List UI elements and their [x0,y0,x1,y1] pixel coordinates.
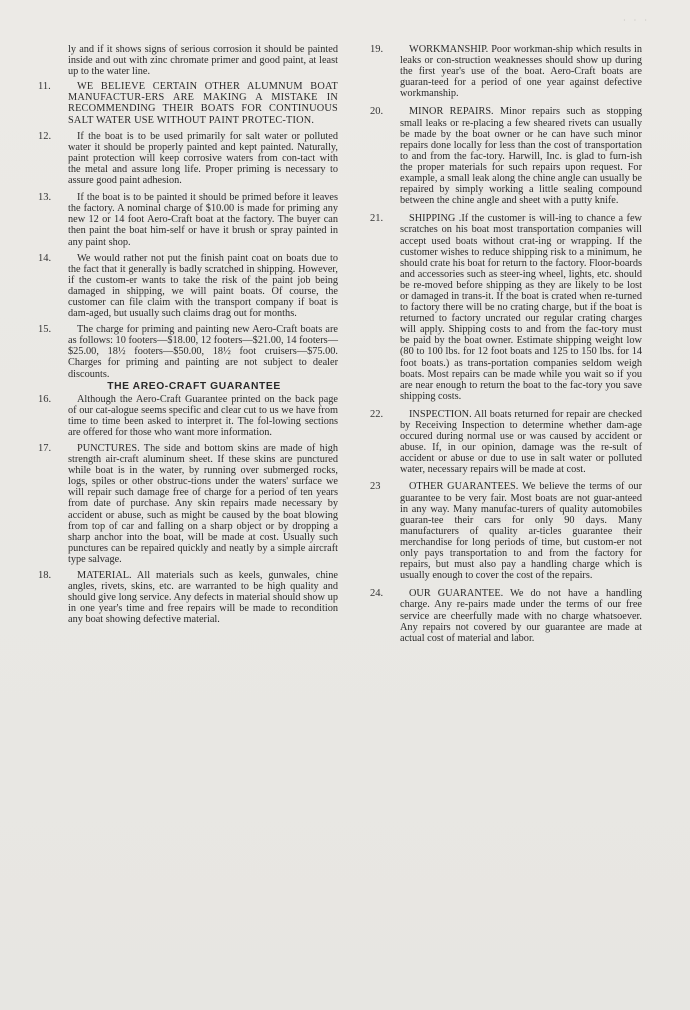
section-text: If the boat is to be used primarily for salt water or polluted water it should be properly painted and kept painted. Naturally, paint protection will keep corrosive waters from con-tact with the metal and assure long life. Proper priming is necessary to assure good paint adhesion. [68,130,338,187]
section-21 [370,213,642,402]
section-12 [38,131,338,186]
left-column [38,44,338,626]
section-23 [370,481,642,581]
section-number: 12. [38,130,52,142]
section-number: 14. [38,252,52,264]
section-20 [370,106,642,206]
section-text: OTHER GUARANTEES. We believe the terms of our guarantee to be very fair. Most boats are not guar-anteed in any way. Many manufac-turers of quality automobiles guaran-tee their cars for only 90 days. Many manufacturers of quality ar-ticles guarantee their merchandise for long periods of time, but custom-er not only pays transportation to and from the factory for repairs, but must also pay a handling charge which is usually enough to cover the cost of the repairs. [400,481,642,582]
section-number: 22. [370,408,384,420]
section-text: We would rather not put the finish paint coat on boats due to the fact that it generally is badly scratched in shipping. However, if the custom-er wants to take the risk of the paint job being damaged in shipping, we will paint boats. Of course, the customer can file claim with the transport company if boat is dam-aged, but usually such claims drag out for months. [68,252,338,320]
section-17 [38,443,338,565]
section-text: MINOR REPAIRS. Minor repairs such as stopping small leaks or re-placing a few sheared rivets can usually be made by the boat owner or he can have such minor repairs done locally for less than the cost of transportation to and from the fac-tory. Harwill, Inc. is glad to furn-ish the proper materials for such repairs upon request. For example, a small leak along the chine angle can usually be repaired by simply working a little sealing compound between the chine angle and sheet with a putty knife. [400,106,642,207]
section-text: WORKMANSHIP. Poor workman-ship which results in leaks or con-struction weaknesses should show up during the first year's use of the boat. Aero-Craft boats are guaran-teed for a period of one year against defective workmanship. [400,44,642,100]
section-14 [38,253,338,320]
section-number: 15. [38,324,52,336]
right-column [370,44,642,644]
section-number: 24. [370,588,384,600]
section-number: 23 [370,481,381,493]
scan-speck: · · · [623,16,650,25]
section-text: OUR GUARANTEE. We do not have a handling charge. Any re-pairs made under the terms of our free service are cheerfully made with no charge whatsoever. Any repairs not covered by our guarantee are made at actual cost of material and labor. [400,588,642,644]
section-15 [38,324,338,379]
section-18 [38,570,338,625]
section-text: INSPECTION. All boats returned for repair are checked by Receiving Inspection to determine whether dam-age occured during normal use or was caused by accident or abuse. If, in our opinion, damage was the re-sult of accident or abuse or due to use in salt water or polluted water, necessary repairs will be made at cost. [400,408,642,476]
section-text: The charge for priming and painting new Aero-Craft boats are as follows: 10 footers—$18.00, 12 footers—$21.00, 14 footers—$25.00, 18½ footers—$50.00, 18½ foot cruisers—$75.00. Charges for priming and painting are not subject to dealer discounts. [68,324,338,380]
section-text: SHIPPING .If the customer is will-ing to chance a few scratches on his boat most transportation companies will accept used boats without crat-ing or wrapping. If the customer wishes to reduce shipping risk to a minimum, he should crate his boat for return to the factory. Floor-boards and accessories such as steer-ing wheel, lights, etc. should be re-moved before shipping as they are likely to be lost or damaged in trans-it. If the boat is crated when re-turned to factory there will be no crating charge, but if the boat is returned to factory uncrated our regular crating charges will apply. Shipping costs to and from the fac-tory must be paid by the boat owner. Estimate shipping weight low (80 to 100 lbs. for 12 foot boats and 125 to 150 lbs. for 14 foot boats.) as trans-portation companies seldom weigh boats. Most repairs can be made while you wait so if you are near enough to return the boat to the fac-tory you save shipping costs. [400,213,642,402]
section-text: WE BELIEVE CERTAIN OTHER ALUMNUM BOAT MANUFACTUR-ERS ARE MAKING A MISTAKE IN RECOMMENDING THEIR BOATS FOR CONTINUOUS SALT WATER USE WITHOUT PAINT PROTEC-TION. [68,81,338,126]
section-24 [370,588,642,643]
paragraph-text: ly and if it shows signs of serious corrosion it should be painted inside and out with zinc chromate primer and good paint, at least up to the water line. [68,44,338,78]
section-16 [38,394,338,438]
section-22 [370,409,642,476]
guarantee-heading: THE AREO-CRAFT GUARANTEE [107,380,281,392]
section-number: 20. [370,106,384,118]
section-11 [38,81,338,125]
section-text: Although the Aero-Craft Guarantee printed on the back page of our cat-alogue seems specific and clear cut to us we have from time to time been asked to interpret it. The fol-lowing sections are offered for those who want more information. [68,393,338,438]
section-number: 16. [38,393,52,405]
continued-paragraph [38,44,338,77]
section-text: MATERIAL. All materials such as keels, gunwales, chine angles, rivets, skins, etc. are warranted to be high quality and should give long service. Any defects in material should show up in one year's time and free repairs will be made to recondition any boat showing defective material. [68,570,338,626]
section-number: 19. [370,44,384,55]
section-text: PUNCTURES. The side and bottom skins are made of high strength air-craft aluminum sheet. If these skins are punctured while boat is in the water, by running over submerged rocks, logs, spiles or other obstruc-tions under the waters' surface we will repair such damage free of charge for a period of ten years from date of purchase. Any skin repairs made necessary by accident or abuse, such as might be caused by the boat blowing from top of car and falling on a sharp object or by dropping a sharp anchor into the boat, will be made at cost. Usually such punctures can be repaired quickly and neatly by a simple aircraft type salvage. [68,443,338,565]
section-19 [370,44,642,99]
section-number: 13. [38,192,52,204]
section-13 [38,192,338,247]
section-number: 17. [38,443,52,454]
section-number: 18. [38,570,52,582]
section-number: 21. [370,213,384,225]
section-text: If the boat is to be painted it should be primed before it leaves the factory. A nominal charge of $10.00 is made for priming any new 12 or 14 foot Aero-Craft boat at the factory. The buyer can then paint the boat him-self or have it brush or spray painted in any paint shop. [68,192,338,248]
section-number: 11. [38,81,51,93]
